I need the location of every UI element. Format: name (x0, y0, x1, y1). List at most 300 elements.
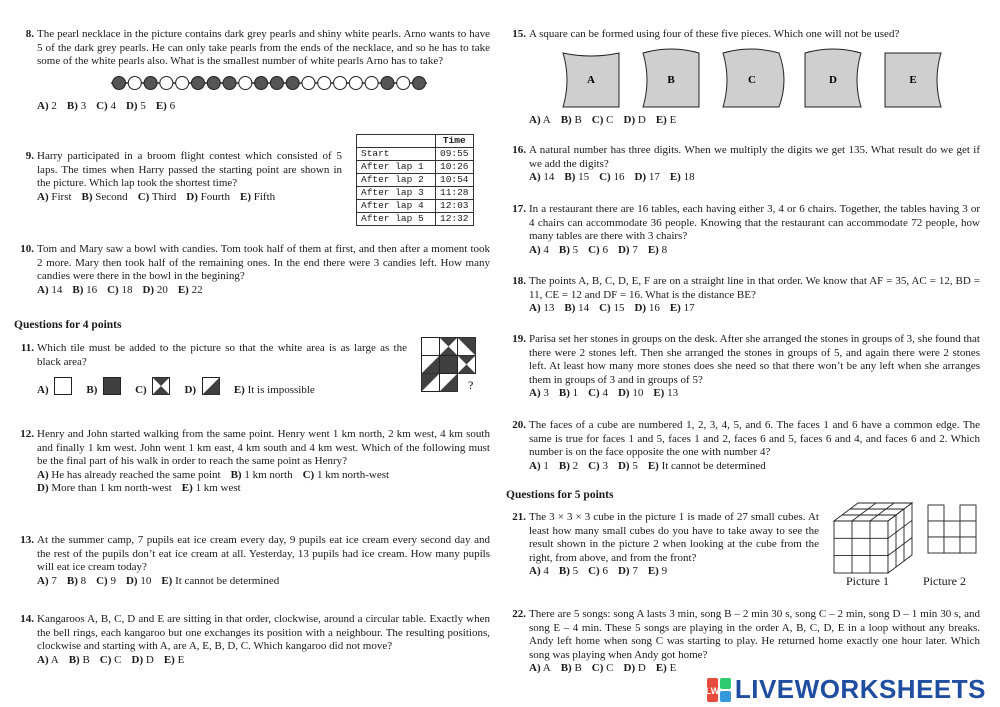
q22-option-b[interactable] (561, 662, 582, 674)
option-value: A (48, 653, 59, 666)
q10-option-c[interactable] (107, 284, 132, 296)
q12-option-e[interactable] (182, 482, 241, 494)
option-value: 4 (540, 565, 549, 578)
question-text: In a restaurant there are 16 tables, each having either 3, 4 or 6 chairs. Together, the tables having 3 or 4 chairs can accommodate 36 people. Knowing that the restaurant can accommodate 72 people, how many tables are there with 3 chairs? (529, 203, 980, 243)
lap-time: 12:32 (436, 213, 474, 226)
white-pearl (176, 76, 189, 89)
black-tile-icon (103, 377, 121, 395)
q10-option-e[interactable] (178, 284, 203, 296)
white-pearl (365, 76, 378, 89)
q21-option-b[interactable] (559, 565, 578, 577)
option-key: D) (37, 482, 49, 495)
dark-pearl (381, 76, 394, 89)
q17-option-e[interactable] (648, 244, 667, 256)
option-key: B) (564, 171, 576, 184)
q17-option-a[interactable] (529, 244, 549, 256)
option-value: C (603, 662, 614, 675)
q8-option-a[interactable] (37, 100, 57, 112)
q21-option-a[interactable] (529, 565, 549, 577)
white-tile-icon (54, 377, 72, 395)
q22-option-c[interactable] (592, 662, 614, 674)
option-value: E (666, 662, 677, 675)
option-key: A) (529, 302, 541, 315)
option-key: C) (137, 190, 150, 203)
option-key: C) (107, 283, 119, 296)
option-key: D) (623, 662, 636, 675)
option-value: Third (149, 190, 177, 203)
q16-option-e[interactable] (670, 171, 695, 183)
option-value: E (174, 653, 185, 666)
option-value: 6 (166, 99, 176, 112)
q13-option-a[interactable] (37, 575, 57, 587)
lap-label: After lap 5 (357, 213, 436, 226)
q10-option-a[interactable] (37, 284, 62, 296)
option-value: 3 (77, 99, 87, 112)
q8-option-e[interactable] (156, 100, 175, 112)
option-c[interactable]: C) (135, 377, 170, 398)
q8-option-b[interactable] (67, 100, 86, 112)
option-key: A) (529, 662, 541, 675)
option-key: C) (588, 459, 600, 472)
option-key: C) (599, 302, 611, 315)
option-key: A) (529, 459, 541, 472)
option-key: B) (558, 243, 570, 256)
q21-option-c[interactable] (588, 565, 608, 577)
q15-option-e[interactable] (656, 114, 676, 126)
options-row (529, 387, 980, 401)
q13-option-e[interactable] (161, 575, 279, 587)
question-number: 17. (512, 203, 526, 215)
piece-e-label: E (909, 73, 917, 86)
option-value: 1 (540, 459, 549, 472)
option-key: D) (186, 190, 198, 203)
q16-option-b[interactable] (564, 171, 589, 183)
hourglass-tile-icon (152, 377, 170, 395)
piece-b-label: B (667, 73, 675, 86)
option-key: B) (72, 283, 84, 296)
option-value: D (635, 113, 646, 126)
option-key: C) (96, 574, 108, 587)
q14-option-d[interactable] (132, 654, 154, 666)
picture-1-caption: Picture 1 (846, 574, 889, 588)
q15-option-a[interactable] (529, 114, 551, 126)
option-value: C (603, 113, 614, 126)
option-value: 1 km west (192, 482, 241, 495)
option-key: D) (617, 459, 630, 472)
option-key: B) (68, 653, 80, 666)
options-row (529, 460, 980, 474)
q9-option-a[interactable] (37, 191, 72, 203)
option-key: A) (529, 171, 541, 184)
option-value: 3 (540, 387, 549, 400)
lap-row (357, 161, 474, 174)
option-value: It cannot be determined (172, 574, 280, 587)
question-8 (14, 28, 490, 113)
option-key: E) (155, 99, 167, 112)
q15-option-c[interactable] (592, 114, 614, 126)
option-value: 16 (610, 171, 625, 184)
option-value: 14 (575, 302, 590, 315)
option-value: Fourth (197, 190, 230, 203)
option-value: 5 (629, 459, 638, 472)
option-key: E) (181, 482, 193, 495)
white-pearl (334, 76, 347, 89)
q21-option-e[interactable] (648, 565, 667, 577)
white-pearl (160, 76, 173, 89)
q19-option-d[interactable] (618, 387, 643, 399)
dark-pearl (191, 76, 204, 89)
option-key: A) (529, 565, 541, 578)
question-11 (14, 342, 490, 398)
dark-pearl (413, 76, 426, 89)
piece-a-label: A (587, 73, 595, 86)
option-key: D) (142, 283, 155, 296)
question-9 (14, 135, 490, 224)
q20-option-c[interactable] (588, 460, 608, 472)
option-value: 8 (77, 574, 87, 587)
time-header: Time (436, 135, 474, 148)
q12-option-b[interactable] (231, 469, 293, 481)
question-22 (506, 608, 980, 676)
option-key: A) (529, 243, 541, 256)
q22-option-e[interactable] (656, 662, 676, 674)
piece-c-label: C (748, 73, 756, 86)
question-18 (506, 275, 980, 316)
option-value: 9 (658, 565, 668, 578)
option-b[interactable]: B) (86, 377, 121, 398)
option-value: 14 (48, 283, 63, 296)
liveworksheets-logo (705, 674, 986, 705)
option-key: B) (558, 459, 570, 472)
lap-row (357, 213, 474, 226)
question-mark: ? (468, 378, 474, 392)
option-value: 8 (658, 243, 668, 256)
options-row (37, 654, 490, 668)
dark-pearl (255, 76, 268, 89)
option-value: 1 km north (241, 468, 293, 481)
option-value: More than 1 km north-west (48, 482, 172, 495)
pearl-necklace (109, 74, 429, 92)
option-value: 7 (629, 565, 638, 578)
q19-option-b[interactable] (559, 387, 578, 399)
q22-option-a[interactable] (529, 662, 551, 674)
q22-option-d[interactable] (624, 662, 646, 674)
option-key: A) (37, 574, 49, 587)
option-key: D) (623, 113, 636, 126)
q17-option-d[interactable] (618, 244, 638, 256)
question-text: At the summer camp, 7 pupils eat ice cream every day, 9 pupils eat ice cream every second day and the rest of the pupils don’t eat ice cream at all. Yesterday, 13 pupils had ice cream. How many pupils will eat ice cream today? (37, 534, 490, 574)
question-text: Henry and John started walking from the same point. Henry went 1 km north, 2 km west, 4 km south and finally 1 km west. John went 1 km east, 4 km south and 4 km west. Which of the following must be the final part of his walk in order to reach the same point as Henry? (37, 428, 490, 468)
option-key: B) (230, 468, 242, 481)
option-key: B) (564, 302, 576, 315)
option-value: 20 (154, 283, 168, 296)
tile-puzzle-figure (421, 337, 481, 407)
option-key: B) (81, 190, 93, 203)
question-text: There are 5 songs: song A lasts 3 min, song B – 2 min 30 s, song C – 2 min, song D – 1 min 30 s, and song E – 4 min. These 5 songs are playing in the order A, B, C, D, E in a loop without any breaks. Andy left home when song C was starting to play. He returned home exactly one hour later. Which song was playing when Andy got home? (529, 608, 980, 661)
question-number: 19. (512, 333, 526, 345)
empty-header (357, 135, 436, 148)
option-value: 17 (646, 171, 660, 184)
dark-pearl (223, 76, 236, 89)
q20-option-e[interactable] (648, 460, 766, 472)
option-key: D) (634, 302, 647, 315)
q12-option-a[interactable] (37, 469, 221, 481)
q19-option-c[interactable] (588, 387, 608, 399)
option-value: 14 (540, 171, 555, 184)
option-key: D) (131, 653, 144, 666)
lap-row (357, 200, 474, 213)
option-key: C) (588, 565, 600, 578)
q21-option-d[interactable] (618, 565, 638, 577)
q18-option-b[interactable] (564, 302, 589, 314)
q18-option-e[interactable] (670, 302, 695, 314)
lap-label: After lap 4 (357, 200, 436, 213)
white-pearl (349, 76, 362, 89)
question-number: 12. (20, 428, 34, 440)
q14-option-a[interactable] (37, 654, 59, 666)
dark-pearl (113, 76, 126, 89)
dark-pearl (286, 76, 299, 89)
option-value: First (48, 190, 72, 203)
question-text: The points A, B, C, D, E, F are on a straight line in that order. We know that AF = 35, AC = 12, BD = 11, CE = 12 and DF = 16. What is the distance BE? (529, 275, 980, 301)
option-value: 2 (569, 459, 579, 472)
q10-option-d[interactable] (142, 284, 167, 296)
white-pearl (302, 76, 315, 89)
option-key: B) (558, 387, 570, 400)
option-value: 22 (188, 283, 203, 296)
lap-time: 12:03 (436, 200, 474, 213)
option-key: D) (617, 243, 630, 256)
q14-option-e[interactable] (164, 654, 184, 666)
option-value: It cannot be determined (658, 459, 766, 472)
lap-row (357, 174, 474, 187)
option-value: 5 (569, 565, 579, 578)
question-number: 11. (20, 342, 34, 354)
option-value: Second (92, 190, 128, 203)
option-value: B (79, 653, 90, 666)
option-value: C (111, 653, 122, 666)
option-key: E) (653, 387, 665, 400)
logo-letters: LW (705, 686, 720, 696)
q14-option-b[interactable] (69, 654, 90, 666)
q16-option-a[interactable] (529, 171, 554, 183)
q9-option-e[interactable] (240, 191, 275, 203)
white-pearl (128, 76, 141, 89)
option-key: A) (37, 468, 49, 481)
q13-option-d[interactable] (126, 575, 151, 587)
q8-option-c[interactable] (96, 100, 116, 112)
q9-option-c[interactable] (138, 191, 177, 203)
option-value: 4 (540, 243, 549, 256)
q17-option-c[interactable] (588, 244, 608, 256)
white-pearl (318, 76, 331, 89)
option-key: B) (560, 662, 572, 675)
question-16 (506, 144, 980, 185)
option-value: 16 (646, 302, 660, 315)
half-triangle-tile-icon (202, 377, 220, 395)
q19-option-a[interactable] (529, 387, 549, 399)
q18-option-d[interactable] (634, 302, 659, 314)
lap-time: 10:54 (436, 174, 474, 187)
option-value: He has already reached the same point (48, 468, 221, 481)
option-value: 9 (107, 574, 116, 587)
option-key: A) (37, 653, 49, 666)
option-key: C) (99, 653, 112, 666)
option-key: D) (634, 171, 647, 184)
liveworksheets-icon (706, 677, 732, 703)
option-key: E) (647, 565, 659, 578)
question-14 (14, 613, 490, 667)
q15-option-b[interactable] (561, 114, 582, 126)
option-key: B) (66, 99, 78, 112)
q8-option-d[interactable] (126, 100, 146, 112)
lap-time: 11:28 (436, 187, 474, 200)
option-value: Fifth (251, 190, 276, 203)
option-value: 5 (137, 99, 146, 112)
option-value: 18 (680, 171, 695, 184)
option-key: E) (655, 113, 667, 126)
option-key: A) (529, 113, 541, 126)
option-key: E) (161, 574, 173, 587)
question-text: Tom and Mary saw a bowl with candies. Tom took half of them at first, and then after a moment took 2 more. Mary then took half of the remaining ones. In the end there were 3 candies left. How many candies were there in the bowl in the begining? (37, 243, 490, 283)
option-key: E) (669, 171, 681, 184)
question-20 (506, 419, 980, 473)
option-value: 15 (610, 302, 625, 315)
options-row (37, 482, 490, 496)
question-15 (506, 28, 980, 127)
q14-option-c[interactable] (100, 654, 122, 666)
option-value: 10 (629, 387, 644, 400)
question-text: The faces of a cube are numbered 1, 2, 3, 4, 5, and 6. The faces 1 and 6 have a common edge. The same is true for faces 1 and 5, faces 1 and 2, faces 6 and 5, faces 6 and 4, and faces 6 and 2. Which number is on the face opposite the one with number 4? (529, 419, 980, 459)
option-key: E) (177, 283, 189, 296)
options-row (529, 244, 980, 258)
question-number: 21. (512, 511, 526, 523)
section-heading-5-points: Questions for 5 points (506, 489, 614, 501)
lap-label: After lap 3 (357, 187, 436, 200)
q17-option-b[interactable] (559, 244, 578, 256)
option-key: D) (617, 565, 630, 578)
question-text: A square can be formed using four of these five pieces. Which one will not be used? (529, 28, 900, 40)
option-value: 1 km north-west (314, 468, 390, 481)
option-key: D) (617, 387, 630, 400)
q15-option-d[interactable] (624, 114, 646, 126)
option-value: 4 (107, 99, 116, 112)
question-number: 18. (512, 275, 526, 287)
options-row (529, 302, 980, 316)
lap-row (357, 187, 474, 200)
q12-option-d[interactable] (37, 482, 172, 494)
question-text: Harry participated in a broom flight contest which consisted of 5 laps. The times when Harry passed the starting point are shown in the picture. Which lap took the shortest time? (37, 150, 342, 190)
option-value: D (143, 653, 154, 666)
piece-d-label: D (829, 73, 837, 86)
lap-row (357, 148, 474, 161)
question-number: 22. (512, 608, 526, 620)
q19-option-e[interactable] (653, 387, 678, 399)
options-row (37, 575, 490, 589)
option-value: A (540, 662, 551, 675)
option-key: C) (599, 171, 611, 184)
question-number: 15. (512, 28, 526, 40)
square-pieces-figure (561, 45, 971, 111)
picture-2-caption: Picture 2 (923, 574, 966, 588)
q18-option-a[interactable] (529, 302, 554, 314)
option-value: 7 (48, 574, 57, 587)
option-value: 1 (569, 387, 579, 400)
dark-pearl (207, 76, 220, 89)
option-key: A) (529, 387, 541, 400)
q10-option-b[interactable] (72, 284, 97, 296)
question-number: 20. (512, 419, 526, 431)
question-text: Parisa set her stones in groups on the desk. After she arranged the stones in groups of 3, she found that there were 2 stones left. Then she arranged the stones in groups of 5, and again there were 2 stones left. At least how many more stones does she need so that there won’t be any left when she arranges them in groups of 3 and in groups of 5? (529, 333, 980, 386)
lap-label: After lap 1 (357, 161, 436, 174)
question-17 (506, 203, 980, 257)
option-value: 7 (629, 243, 638, 256)
option-key: B) (558, 565, 570, 578)
option-value: 15 (575, 171, 590, 184)
option-value: A (540, 113, 551, 126)
question-number: 10. (20, 243, 34, 255)
lap-time: 10:26 (436, 161, 474, 174)
white-pearl (239, 76, 252, 89)
q18-option-c[interactable] (599, 302, 624, 314)
question-21 (506, 511, 980, 588)
option-value: 13 (664, 387, 679, 400)
question-text: A natural number has three digits. When we multiply the digits we get 135. What result do we get if we add the digits? (529, 144, 980, 170)
q13-option-b[interactable] (67, 575, 86, 587)
q16-option-d[interactable] (634, 171, 659, 183)
q20-option-a[interactable] (529, 460, 549, 472)
options-row (37, 100, 490, 114)
option-key: C) (591, 113, 604, 126)
q9-option-b[interactable] (82, 191, 128, 203)
option-d[interactable]: D) (184, 377, 219, 398)
q9-option-d[interactable] (186, 191, 230, 203)
option-key: E) (240, 190, 251, 203)
question-text: The pearl necklace in the picture contains dark grey pearls and shiny white pearls. Arno wants to have 5 of the dark grey pearls. He can only take pearls from the ends of the necklace, and so he has to take some of the white pearls also. What is the smallest number of white pearls Arno has to take? (37, 28, 490, 68)
q20-option-b[interactable] (559, 460, 578, 472)
option-value: 2 (48, 99, 57, 112)
option-value: D (635, 662, 646, 675)
options-row (37, 469, 490, 483)
option-value: 13 (540, 302, 555, 315)
option-key: B) (560, 113, 572, 126)
option-e[interactable]: E) It is impossible (233, 384, 315, 397)
q13-option-c[interactable] (96, 575, 116, 587)
question-10 (14, 243, 490, 297)
dark-pearl (144, 76, 157, 89)
cube-picture-1 (832, 501, 914, 575)
option-value: 10 (137, 574, 152, 587)
q12-option-c[interactable] (303, 469, 389, 481)
lap-time: 09:55 (436, 148, 474, 161)
option-key: C) (591, 662, 604, 675)
question-text: Kangaroos A, B, C, D and E are sitting in that order, clockwise, around a circular table. Exactly when the bell rings, each kangaroo but one exchanges its position with a neighbour. The resulting positions, clockwise and starting with A, are A, E, B, D, C. Which kangaroo did not move? (37, 613, 490, 653)
question-13 (14, 534, 490, 588)
q20-option-d[interactable] (618, 460, 638, 472)
option-key: C) (96, 99, 108, 112)
question-19 (506, 333, 980, 401)
options-row (529, 171, 980, 185)
option-value: 4 (599, 387, 608, 400)
option-a[interactable]: A) (37, 377, 72, 398)
option-key: D) (125, 574, 138, 587)
question-number: 9. (25, 150, 34, 162)
option-key: C) (302, 468, 315, 481)
option-value: 16 (83, 283, 98, 296)
q16-option-c[interactable] (599, 171, 624, 183)
option-key: A) (37, 190, 49, 203)
question-number: 8. (25, 28, 34, 40)
